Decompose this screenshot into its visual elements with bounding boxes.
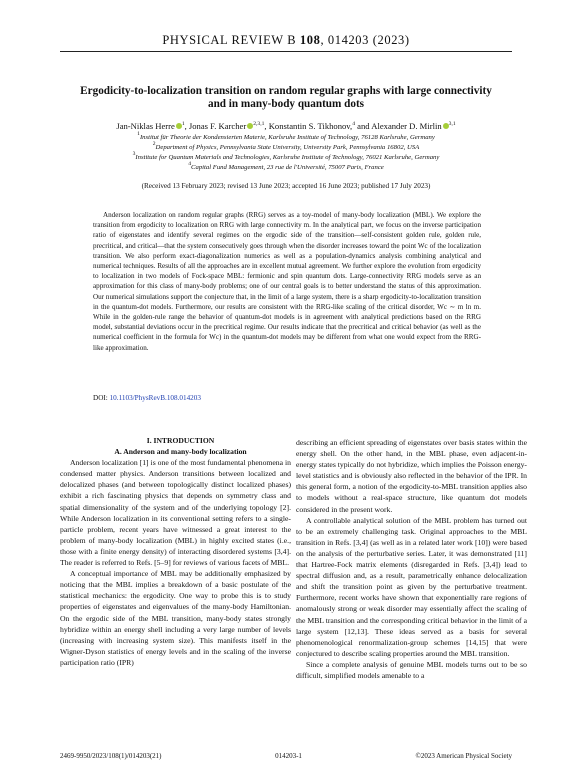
author-affil-sup: 4 xyxy=(352,121,355,127)
body-paragraph: A controllable analytical solution of the MBL problem has turned out to be an extremely challenging task. Original approaches to the MBL transition in Refs. [3,4] (as well as in a related later work [10]) were based on the analysis of the perturbative series. Later, it was demonstrated [11] that Hartree-Fock matrix elements (disregarded in Refs. [3,4]) lead to spectral diffusion and, as a result, parametrically enhance delocalization and shift the transition point as given by the perturbative treatment. Furthermore, recent works have shown that exponentially rare regions of anomalously strong or weak disorder may essentially affect the scaling of the MBL transition and the corresponding critical behavior in the limit of a large system [12,13]. These ideas served as a basis for several phenomenological renormalization-group schemes [14,15] that were conjectured to describe scaling properties around the MBL transition. xyxy=(296,515,527,658)
affiliation-sup: 1 xyxy=(137,131,140,137)
journal-name: PHYSICAL REVIEW B xyxy=(162,33,297,47)
running-header xyxy=(0,33,572,48)
author-affil-sup: 1 xyxy=(181,121,185,127)
author-separator: and xyxy=(355,121,372,131)
doi-link[interactable]: 10.1103/PhysRevB.108.014203 xyxy=(109,394,201,402)
affiliation xyxy=(60,153,512,163)
affiliation-sup: 4 xyxy=(188,161,192,167)
body-paragraph: describing an efficient spreading of eigenstates over basis states within the energy shell. On the other hand, in the MBL phase, even adjacent-in-energy states typically do not hybridize, which implies the Poisson energy-level statistics and is obviously also reflected in the behavior of the IPR. In this general form, a notion of the ergodicity-to-MBL transition applies also to models without a real-space structure, like quantum dot models considered in the present work. xyxy=(296,438,527,514)
affiliation-sup: 2 xyxy=(152,141,156,147)
header-rule xyxy=(60,51,512,52)
author-name[interactable]: Jonas F. Karcher xyxy=(188,121,247,131)
article-title xyxy=(60,85,512,111)
author-list xyxy=(60,121,512,132)
affiliation xyxy=(60,163,512,173)
body-column-right xyxy=(296,437,527,681)
author-affil-sup: 3,1 xyxy=(448,121,456,127)
abstract xyxy=(93,210,481,353)
affiliation-list xyxy=(60,133,512,173)
body-column-left xyxy=(60,435,291,668)
footer-page-number: 014203-1 xyxy=(275,752,302,760)
affiliation-text: Capital Fund Management, 23 rue de l'Université, 75007 Paris, France xyxy=(191,164,384,171)
affiliation-sup: 3 xyxy=(132,151,136,157)
affiliation-text: Institute for Quantum Materials and Technologies, Karlsruhe Institute of Technology, 76021 Karlsruhe, Germany xyxy=(135,154,440,161)
author-separator: , xyxy=(184,121,189,131)
author-name[interactable]: Konstantin S. Tikhonov, xyxy=(268,121,353,131)
author-name[interactable]: Alexander D. Mirlin xyxy=(371,121,442,131)
affiliation xyxy=(60,133,512,143)
title-line: Ergodicity-to-localization transition on random regular graphs with large connectivity xyxy=(80,85,492,97)
journal-citation: , 014203 (2023) xyxy=(320,33,410,47)
author-affil-sup: 2,3,1 xyxy=(253,121,265,127)
publication-history: (Received 13 February 2023; revised 13 June 2023; accepted 16 June 2023; published 17 July 2023) xyxy=(141,182,431,190)
title-line: and in many-body quantum dots xyxy=(207,98,365,110)
journal-volume: 108 xyxy=(299,33,321,47)
body-paragraph: Since a complete analysis of genuine MBL models turns out to be so difficult, simplified models amenable to a xyxy=(296,659,527,680)
body-paragraph: Anderson localization [1] is one of the most fundamental phenomena in condensed matter physics. Anderson transitions between localized and delocalized phases (and between topologically distinct localized phases) exhibit a rich fascinating physics that depends on symmetry class and spatial dimensionality of the system and of the underlying topology [2]. While Anderson localization in its conventional setting refers to a single-particle problem, recent years have witnessed a great interest to the problem of many-body localization (MBL) in highly excited states (i.e., those with a finite energy density) of interacting disordered systems [3,4]. The reader is referred to Refs. [5–9] for reviews of various facets of MBL. xyxy=(60,458,291,568)
affiliation-text: Department of Physics, Pennsylvania State University, University Park, Pennsylvania 16802, USA xyxy=(155,144,420,151)
abstract-text: Anderson localization on random regular graphs (RRG) serves as a toy-model of many-body localization (MBL). We explore the transition from ergodicity to localization on RRG with large connectivity m. In the analytical part, we focus on the inverse participation ratio of eigenstates and identify several regimes on the ergodic side of the transition—self-consistent golden rule, golden rule, precritical, and critical—that the system consecutively goes through when the disorder increases toward the point Wc of the localization transition. We also perform exact-diagonalization numerics as well as a population-dynamics analysis combining analytical and numerical techniques. Results of all the approaches are in excellent mutual agreement. We further explore the evolution from ergodicity to localization in two models of Fock-space MBL: fermionic and spin quantum dots. Large-connectivity RRG models serve as an approximation for this class of many-body problems; one of our central goals is to better understand the status of this approximation. Our numerical simulations support the conjecture that, in the limit of a large system, there is a sharp ergodicity-to-localization transition in the quantum-dot models. Furthermore, our results are consistent with the RRG-like scaling of the critical disorder, Wc ∼ m ln m. While in the golden-rule range the behavior of quantum-dot models is in agreement with analytical predictions based on the RRG model, substantial deviations occur in the precritical regime. Our results indicate that the precritical and critical behavior (as well as the numerical coefficient in the formula for Wc) in the quantum-dot models may be different from what one would expect from the RRG-like approximation. xyxy=(93,211,481,352)
page-footer xyxy=(60,752,512,760)
section-heading: I. INTRODUCTION xyxy=(146,436,215,445)
footer-issn: 2469-9950/2023/108(1)/014203(21) xyxy=(60,752,162,760)
doi-line xyxy=(93,394,201,402)
author-name[interactable]: Jan-Niklas Herre xyxy=(116,121,175,131)
body-paragraph: A conceptual importance of MBL may be additionally emphasized by noticing that the MBL implies a breakdown of a basic postulate of the statistical mechanics: the ergodicity. One way to probe this is to study properties of eigenstates and eigenvalues of the many-body Hamiltonian. On the ergodic side of the MBL transition, many-body states strongly hybridize within an energy shell including a very large number of levels (increasing with increasing system size). This manifests itself in the Wigner-Dyson statistics of energy levels and in the scaling of the inverse participation ratio (IPR) xyxy=(60,569,291,667)
affiliation-text: Institut für Theorie der Kondensierten Materie, Karlsruhe Institute of Technology, 76128 Karlsruhe, Germany xyxy=(139,134,435,141)
footer-copyright: ©2023 American Physical Society xyxy=(415,752,512,760)
author-separator: , xyxy=(264,121,269,131)
doi-label: DOI: xyxy=(93,394,110,402)
subsection-heading: A. Anderson and many-body localization xyxy=(114,447,247,457)
affiliation xyxy=(60,143,512,153)
